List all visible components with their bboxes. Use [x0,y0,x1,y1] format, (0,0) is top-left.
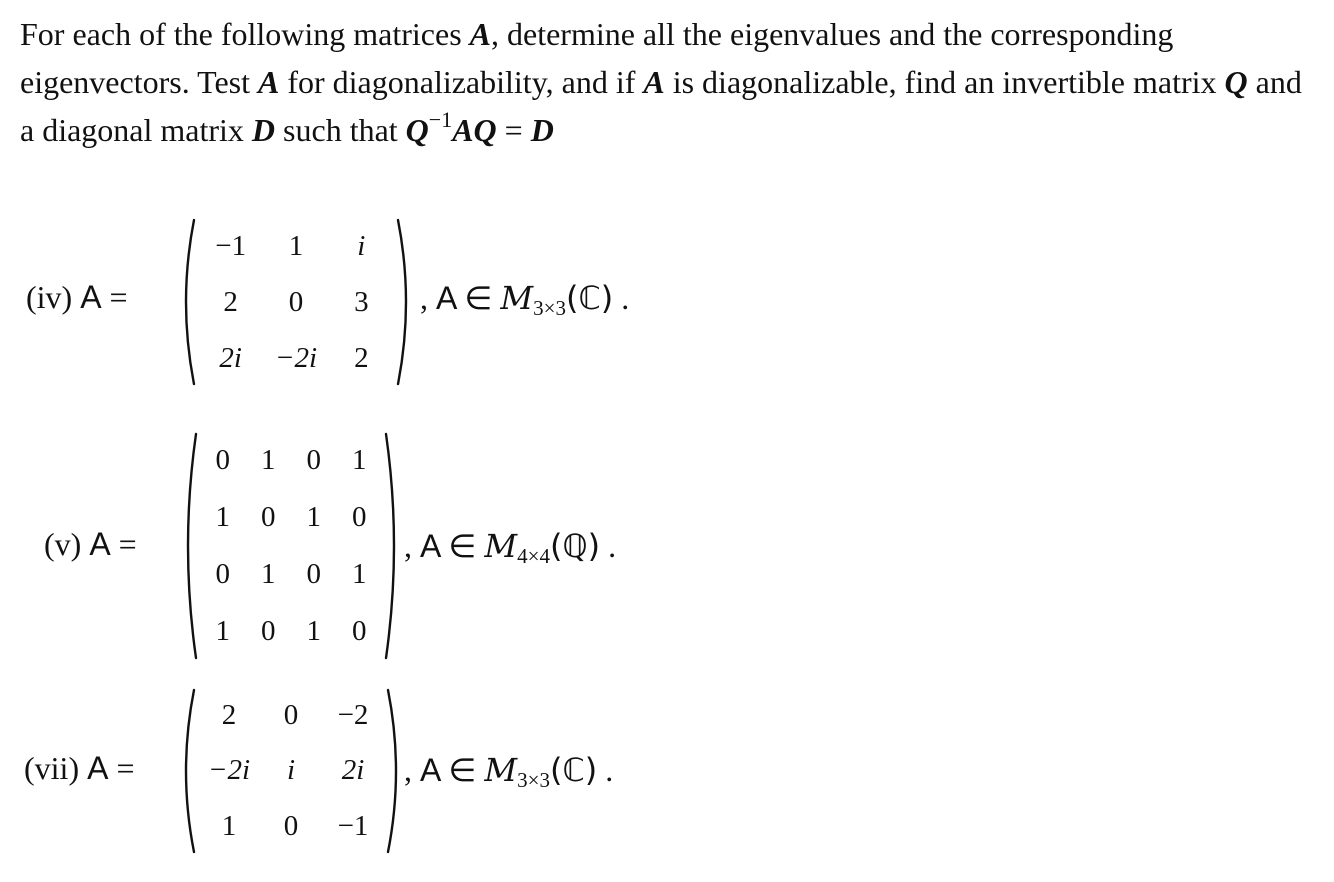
matrix-entry: 1 [215,501,230,533]
equals-sign: = [118,526,137,562]
problem-number: (iv) [26,279,73,315]
membership: A ∈ [420,528,477,564]
matrix-entries [198,218,394,386]
field-symbol: (ℂ) [549,751,598,789]
matrix-dimension: 3×3 [517,768,550,792]
matrix-entry: 2 [221,699,237,732]
set-membership [404,751,613,793]
math-A: A [643,64,665,100]
matrix-entry: 1 [215,615,230,647]
math-D: D [530,112,554,148]
set-membership [404,527,616,569]
comma: , [420,280,428,316]
membership: A ∈ [420,752,477,788]
matrix-entry: 0 [352,615,367,647]
comma: , [404,752,412,788]
matrix-entry: 0 [283,699,299,732]
matrix-entry: 1 [306,501,321,533]
matrix-entry: 0 [261,615,276,647]
intro-text-6: such that [275,112,406,148]
problem-label [44,526,137,563]
problem-number: (v) [44,526,82,562]
matrix-name: A [87,750,109,786]
matrix-entry: 0 [306,558,321,590]
math-Q: Q [1224,64,1248,100]
matrix-vii [176,688,406,854]
matrix-dimension: 4×4 [517,544,550,568]
matrix-entry: 1 [352,444,367,476]
equals-sign: = [496,112,531,148]
problem-label [24,750,134,787]
intro-text-4: is diagonalizable, find an invertible matrix [664,64,1225,100]
matrix-entry: 1 [288,229,304,262]
math-A: A [469,16,491,52]
intro-text-2: , determine all the eigenvalues and the corresponding eigenvectors. Test [20,16,1174,100]
period: . [621,280,630,316]
equals-sign: = [109,279,128,315]
equals-sign: = [116,750,135,786]
matrix-space-symbol: M [500,279,534,317]
matrix-entry: 2 [354,341,369,374]
period: . [605,752,614,788]
matrix-entry: 0 [215,558,230,590]
equation-Q-inverse-A-Q-equals-D [405,107,554,148]
comma: , [404,528,412,564]
matrix-entry: 2i [219,341,242,374]
matrix-entries [200,432,382,660]
matrix-entry: 0 [288,285,304,318]
matrix-name: A [89,526,111,562]
period: . [608,528,617,564]
field-symbol: (ℚ) [549,527,601,565]
left-parenthesis [178,432,200,660]
matrix-entry: i [357,229,366,262]
left-parenthesis [176,218,198,386]
math-AQ: AQ [452,112,497,148]
intro-text-5: and a diagonal matrix [20,64,1302,148]
right-parenthesis [384,688,406,854]
math-Q: Q [405,112,429,148]
matrix-space-symbol: M [484,751,518,789]
matrix-v [178,432,404,660]
matrix-entry: 3 [354,285,369,318]
field-symbol: (ℂ) [565,279,614,317]
math-A: A [257,64,280,100]
matrix-entry: 1 [261,444,276,476]
matrix-entry: 1 [261,558,276,590]
matrix-entries [198,688,384,854]
matrix-entry: −1 [215,229,247,262]
problem-label [26,279,128,316]
intro-text-3: for diagonalizability, and if [279,64,644,100]
problem-number: (vii) [24,750,80,786]
matrix-iv [176,218,416,386]
matrix-entry: 0 [261,501,276,533]
matrix-entry: 1 [306,615,321,647]
matrix-entry: 0 [215,444,230,476]
matrix-entry: 0 [283,809,299,842]
math-D: D [251,112,276,148]
matrix-entry: −2 [337,699,369,732]
matrix-entry: i [286,754,296,787]
matrix-name: A [80,279,102,315]
membership: A ∈ [436,280,493,316]
matrix-entry: −1 [337,809,369,842]
matrix-dimension: 3×3 [533,296,566,320]
right-parenthesis [394,218,416,386]
problem-statement [20,10,1320,154]
matrix-entry: −2i [207,754,251,787]
set-membership [420,279,629,321]
inverse-exponent: −1 [428,107,453,132]
right-parenthesis [382,432,404,660]
left-parenthesis [176,688,198,854]
matrix-entry: 0 [352,501,367,533]
matrix-entry: 1 [221,809,237,842]
matrix-entry: −2i [274,341,318,374]
matrix-entry: 2 [223,285,238,318]
matrix-entry: 1 [352,558,367,590]
matrix-entry: 2i [341,754,365,787]
matrix-space-symbol: M [484,527,518,565]
intro-text-1: For each of the following matrices [20,16,470,52]
matrix-entry: 0 [306,444,321,476]
